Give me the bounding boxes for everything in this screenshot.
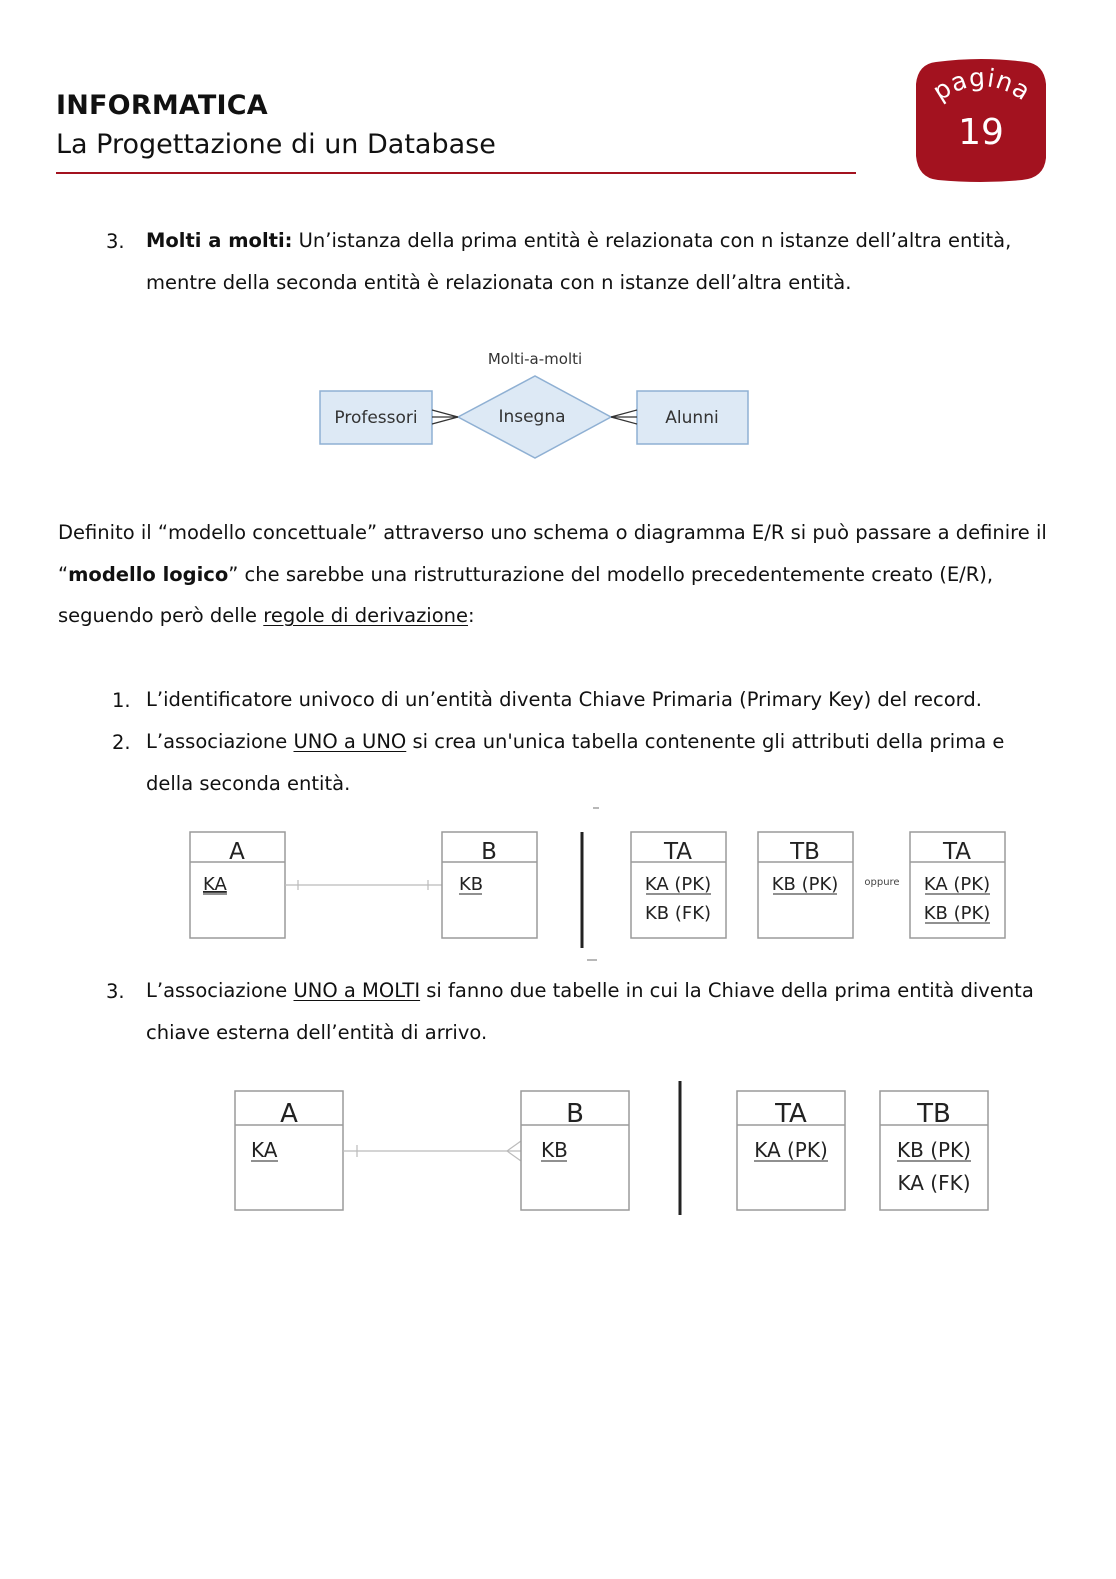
rule-3-text (146, 970, 1086, 1053)
table-ta-name: TA (775, 1099, 807, 1129)
table-ta-row: KB (FK) (644, 903, 712, 924)
intro-line3-pre: seguendo però delle (58, 604, 264, 627)
er-many-to-many-diagram (300, 340, 770, 470)
page-number: 19 (958, 112, 1004, 153)
entity-b-name: B (481, 839, 497, 865)
intro-line3-post: : (468, 604, 475, 627)
er-caption: Molti-a-molti (487, 350, 583, 368)
header-divider (56, 172, 856, 174)
table-ta-alt-row: KA (PK) (923, 874, 991, 895)
table-tb-row: KA (FK) (897, 1171, 971, 1195)
subject-title: INFORMATICA (56, 90, 268, 121)
table-ta-row: KA (PK) (754, 1138, 828, 1162)
entity-a-name: A (280, 1099, 298, 1129)
left-connector (432, 410, 458, 424)
entity-a-key: KA (203, 874, 227, 895)
rule-2-line2: della seconda entità. (146, 771, 351, 795)
entity-b-key: KB (541, 1138, 568, 1162)
rule-1-text: L’identificatore univoco di un’entità diventa Chiave Primaria (Primary Key) del record. (146, 688, 982, 711)
table-tb-name: TB (790, 839, 820, 865)
rule-3-pre: L’associazione (146, 979, 294, 1002)
rule-3-underline: UNO a MOLTI (293, 979, 421, 1002)
intro-paragraph (58, 512, 1068, 637)
rule-2-post: si crea un'unica tabella contenente gli attributi della prima e (406, 730, 1005, 753)
one-to-one-diagram (180, 800, 1020, 965)
table-ta-name: TA (664, 839, 692, 865)
molti-bold: Molti a molti: (146, 229, 293, 252)
intro-bold: modello logico (68, 562, 229, 586)
rule-number: 2. (112, 731, 131, 754)
intro-open-quote: “ (58, 562, 69, 586)
table-ta-alt-row: KB (PK) (923, 903, 991, 924)
intro-line1: Definito il “modello concettuale” attraverso uno schema o diagramma E/R si può passare a definire il (58, 521, 1047, 544)
rule-number: 1. (112, 689, 131, 712)
table-ta-row: KA (PK) (644, 874, 712, 895)
rule-3-line2: chiave esterna dell’entità di arrivo. (146, 1020, 488, 1044)
entity-a-name: A (229, 839, 245, 865)
rule-2-pre: L’associazione (146, 730, 294, 753)
one-to-many-diagram (225, 1075, 1005, 1225)
entity-professori-label: Professori (334, 408, 418, 428)
table-ta-alt-name: TA (943, 839, 971, 865)
rule-2-text (146, 721, 1086, 804)
item-number: 3. (106, 230, 125, 253)
rule-number: 3. (106, 980, 125, 1003)
regole-link: regole di derivazione (263, 604, 469, 627)
or-label: oppure (864, 877, 900, 888)
badge-word: pagina (927, 62, 1037, 107)
chapter-title: La Progettazione di un Database (56, 129, 496, 160)
table-tb-row: KB (PK) (897, 1138, 971, 1162)
molti-line1: Un’istanza della prima entità è relazionata con n istanze dell’altra entità, (292, 229, 1012, 252)
page-badge (914, 58, 1048, 182)
rule-3-post: si fanno due tabelle in cui la Chiave della prima entità diventa (420, 979, 1034, 1002)
right-connector (611, 410, 637, 424)
entity-b-key: KB (459, 874, 484, 895)
table-tb-name: TB (917, 1099, 951, 1129)
rule-2-underline: UNO a UNO (293, 730, 407, 753)
page-badge-shape (914, 58, 1048, 182)
entity-a-key: KA (251, 1138, 278, 1162)
molti-line2: mentre della seconda entità è relazionata con n istanze dell’altra entità. (146, 270, 852, 294)
entity-b-name: B (566, 1099, 584, 1129)
intro-line2: ” che sarebbe una ristrutturazione del modello precedentemente creato (E/R), (228, 562, 994, 586)
relationship-label: Insegna (498, 407, 566, 427)
table-tb-row: KB (PK) (771, 874, 839, 895)
entity-alunni-label: Alunni (665, 408, 719, 428)
molti-paragraph (146, 220, 1086, 303)
